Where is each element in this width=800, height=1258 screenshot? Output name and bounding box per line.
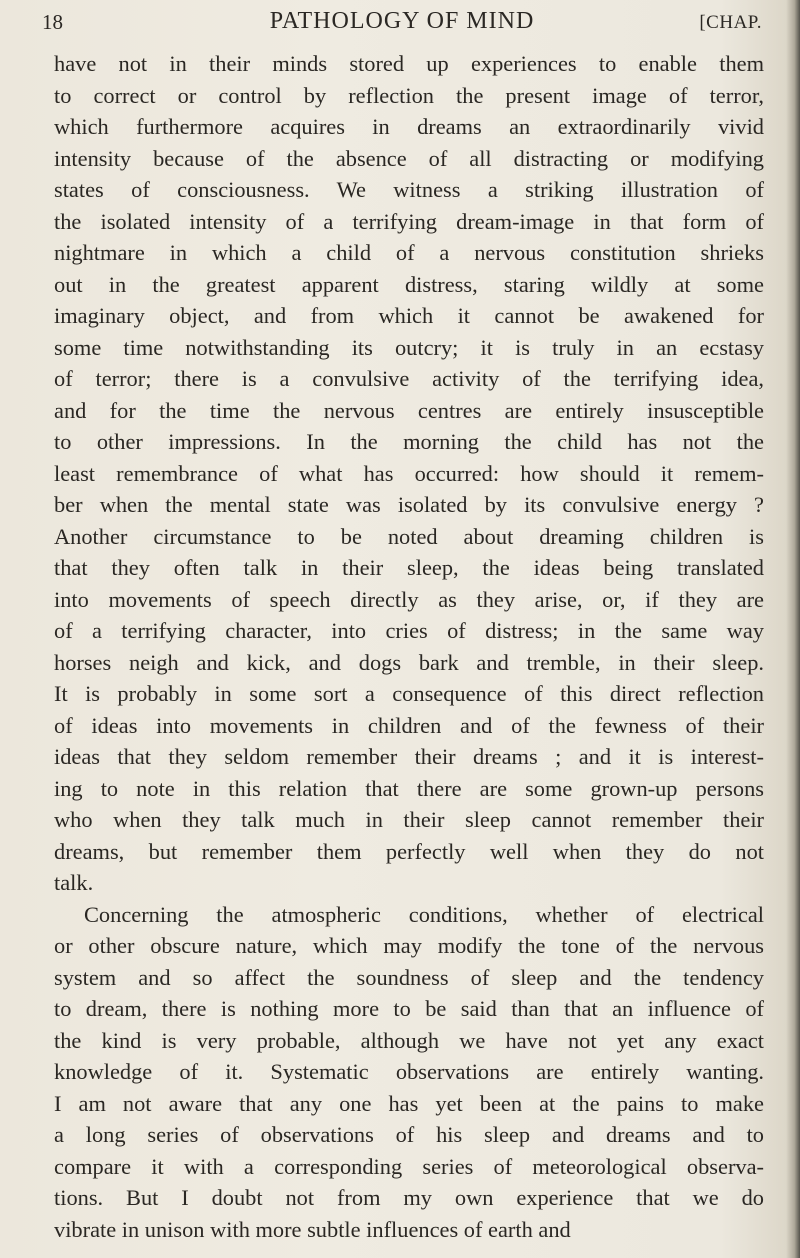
text-line: ber when the mental state was isolated by its convulsive energy ? <box>54 492 764 517</box>
text-line: nightmare in which a child of a nervous constitution shrieks <box>54 240 764 265</box>
text-line: ideas that they seldom remember their dreams ; and it is interest- <box>54 744 764 769</box>
paragraph-2 <box>54 899 764 1246</box>
text-line: ing to note in this relation that there are some grown-up persons <box>54 775 764 801</box>
text-line: of a terrifying character, into cries of distress; in the same way <box>54 618 764 643</box>
text-line: I am not aware that any one has yet been at the pains to make <box>54 1090 764 1116</box>
text-line: the isolated intensity of a terrifying dream-image in that form of <box>54 208 764 234</box>
text-line: or other obscure nature, which may modify the tone of the nervous <box>54 933 764 958</box>
body-text <box>54 48 764 1245</box>
text-line: intensity because of the absence of all distracting or modifying <box>54 145 764 171</box>
text-line: and for the time the nervous centres are entirely insusceptible <box>54 397 764 423</box>
text-line: tions. But I doubt not from my own experience that we do <box>54 1185 764 1210</box>
text-line: a long series of observations of his sleep and dreams and to <box>54 1122 764 1147</box>
chapter-mark: [CHAP. <box>699 12 762 33</box>
text-line: of terror; there is a convulsive activity of the terrifying idea, <box>54 366 764 391</box>
text-line: knowledge of it. Systematic observations are entirely wanting. <box>54 1059 764 1084</box>
running-title: PATHOLOGY OF MIND <box>269 8 535 34</box>
text-line: talk. <box>54 870 94 895</box>
text-line: into movements of speech directly as they arise, or, if they are <box>54 586 764 612</box>
text-line: of ideas into movements in children and of the fewness of their <box>54 712 764 738</box>
text-line: to correct or control by reflection the present image of terror, <box>54 82 764 108</box>
text-line: to other impressions. In the morning the child has not the <box>54 429 764 454</box>
text-line: which furthermore acquires in dreams an extraordinarily vivid <box>54 114 764 139</box>
text-line: vibrate in unison with more subtle influences of earth and <box>54 1216 571 1242</box>
paragraph-1 <box>54 48 764 899</box>
text-line: It is probably in some sort a consequence of this direct reflection <box>54 681 764 706</box>
running-head <box>42 6 762 46</box>
text-line: who when they talk much in their sleep cannot remember their <box>54 807 764 832</box>
page-edge-shadow <box>786 0 800 1258</box>
text-line: least remembrance of what has occurred: how should it remem- <box>54 460 764 486</box>
text-line: have not in their minds stored up experiences to enable them <box>54 51 764 76</box>
text-line: system and so affect the soundness of sleep and the tendency <box>54 964 764 990</box>
text-line: dreams, but remember them perfectly well when they do not <box>54 838 764 864</box>
text-line: that they often talk in their sleep, the ideas being translated <box>54 555 764 580</box>
text-line: horses neigh and kick, and dogs bark and tremble, in their sleep. <box>54 649 764 675</box>
text-line: compare it with a corresponding series of meteorological observa- <box>54 1153 764 1179</box>
text-line: states of consciousness. We witness a striking illustration of <box>54 177 764 202</box>
page-number: 18 <box>42 10 63 34</box>
text-line: Another circumstance to be noted about dreaming children is <box>54 523 764 549</box>
text-line: some time notwithstanding its outcry; it is truly in an ecstasy <box>54 334 764 360</box>
text-line: out in the greatest apparent distress, staring wildly at some <box>54 271 764 297</box>
text-line: Concerning the atmospheric conditions, whether of electrical <box>84 901 764 927</box>
text-line: to dream, there is nothing more to be said than that an influence of <box>54 996 764 1021</box>
text-line: imaginary object, and from which it cannot be awakened for <box>54 303 764 328</box>
text-line: the kind is very probable, although we have not yet any exact <box>54 1027 764 1053</box>
